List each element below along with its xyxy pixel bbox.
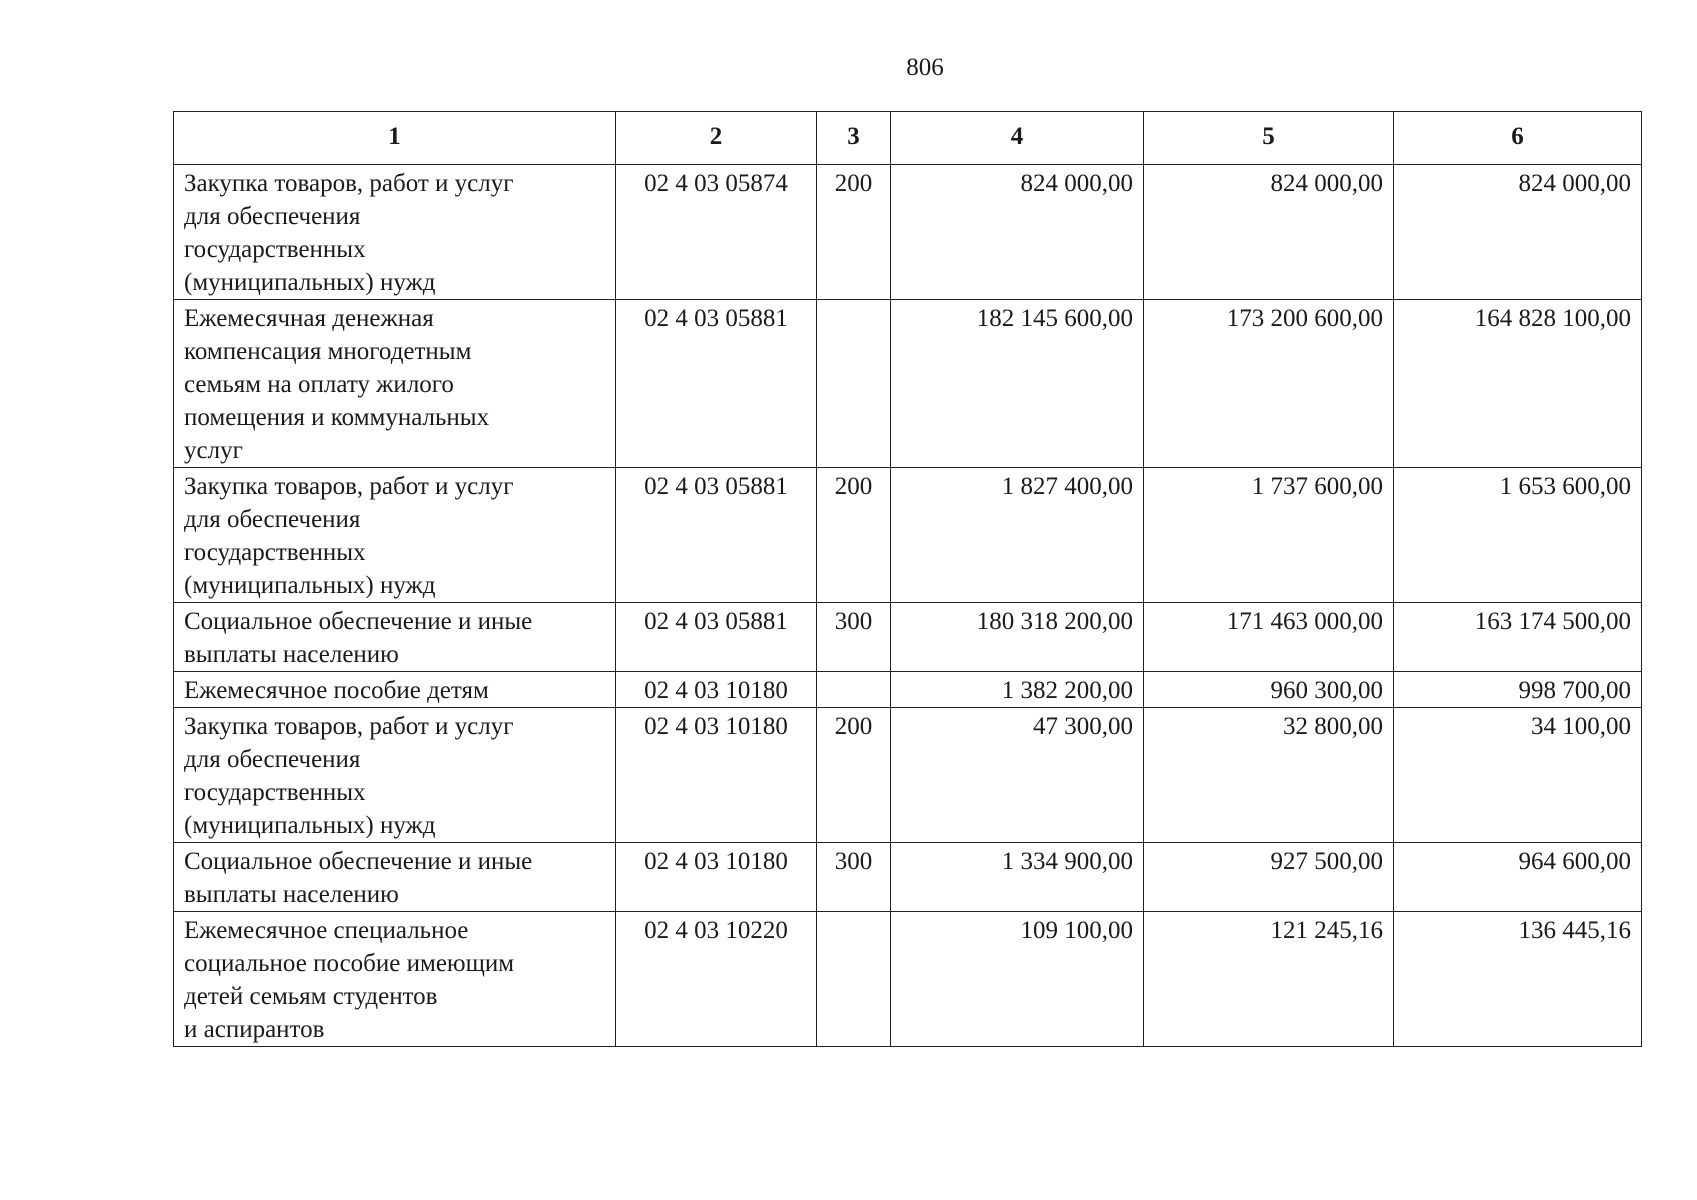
table-row	[174, 708, 1642, 843]
row-value-col6: 1 653 600,00	[1394, 468, 1642, 603]
description-line: Ежемесячная денежная	[184, 305, 434, 332]
row-value-col6: 163 174 500,00	[1394, 603, 1642, 672]
row-value-col5: 824 000,00	[1144, 165, 1394, 300]
description-line: государственных	[184, 779, 366, 806]
row-code: 02 4 03 10180	[616, 672, 817, 708]
description-line: (муниципальных) нужд	[184, 572, 436, 599]
description-line: выплаты населению	[184, 641, 399, 668]
row-code: 02 4 03 10180	[616, 708, 817, 843]
row-value-col4: 182 145 600,00	[891, 300, 1144, 468]
description-line: Закупка товаров, работ и услуг	[184, 170, 514, 197]
table-header-row	[174, 112, 1642, 165]
row-value-col4: 1 827 400,00	[891, 468, 1144, 603]
column-header: 2	[616, 112, 817, 165]
row-value-col4: 180 318 200,00	[891, 603, 1144, 672]
row-description	[174, 603, 616, 672]
row-code: 02 4 03 05881	[616, 603, 817, 672]
table-row	[174, 165, 1642, 300]
description-line: Ежемесячное специальное	[184, 917, 469, 944]
row-description	[174, 468, 616, 603]
description-line: Ежемесячное пособие детям	[184, 677, 489, 704]
table-row	[174, 468, 1642, 603]
column-header: 1	[174, 112, 616, 165]
row-value-col6: 136 445,16	[1394, 912, 1642, 1047]
row-value-col6: 964 600,00	[1394, 843, 1642, 912]
row-value-col5: 173 200 600,00	[1144, 300, 1394, 468]
description-line: выплаты населению	[184, 881, 399, 908]
column-header: 5	[1144, 112, 1394, 165]
description-line: Социальное обеспечение и иные	[184, 608, 533, 635]
row-value-col4: 824 000,00	[891, 165, 1144, 300]
table-row	[174, 843, 1642, 912]
row-value-col5: 171 463 000,00	[1144, 603, 1394, 672]
row-description	[174, 708, 616, 843]
row-expense-kind	[817, 300, 891, 468]
description-line: Закупка товаров, работ и услуг	[184, 713, 514, 740]
row-code: 02 4 03 05881	[616, 300, 817, 468]
row-expense-kind: 200	[817, 468, 891, 603]
column-header: 6	[1394, 112, 1642, 165]
description-line: Закупка товаров, работ и услуг	[184, 473, 514, 500]
row-value-col5: 121 245,16	[1144, 912, 1394, 1047]
row-value-col5: 960 300,00	[1144, 672, 1394, 708]
row-code: 02 4 03 10180	[616, 843, 817, 912]
description-line: для обеспечения	[184, 506, 361, 533]
description-line: детей семьям студентов	[184, 983, 438, 1010]
table-row	[174, 672, 1642, 708]
row-value-col5: 1 737 600,00	[1144, 468, 1394, 603]
row-description	[174, 843, 616, 912]
row-expense-kind: 200	[817, 708, 891, 843]
row-code: 02 4 03 05874	[616, 165, 817, 300]
row-value-col6: 824 000,00	[1394, 165, 1642, 300]
column-header: 4	[891, 112, 1144, 165]
row-value-col4: 109 100,00	[891, 912, 1144, 1047]
description-line: Социальное обеспечение и иные	[184, 848, 533, 875]
row-description	[174, 912, 616, 1047]
row-code: 02 4 03 05881	[616, 468, 817, 603]
table-body	[174, 165, 1642, 1047]
row-expense-kind	[817, 672, 891, 708]
column-header: 3	[817, 112, 891, 165]
row-value-col4: 1 382 200,00	[891, 672, 1144, 708]
description-line: и аспирантов	[184, 1016, 325, 1043]
row-expense-kind	[817, 912, 891, 1047]
description-line: услуг	[184, 437, 243, 464]
description-line: социальное пособие имеющим	[184, 950, 515, 977]
row-value-col5: 927 500,00	[1144, 843, 1394, 912]
row-value-col6: 164 828 100,00	[1394, 300, 1642, 468]
description-line: компенсация многодетным	[184, 338, 472, 365]
description-line: государственных	[184, 236, 366, 263]
table-row	[174, 300, 1642, 468]
row-expense-kind: 300	[817, 603, 891, 672]
table-row	[174, 912, 1642, 1047]
row-value-col6: 998 700,00	[1394, 672, 1642, 708]
description-line: (муниципальных) нужд	[184, 269, 436, 296]
row-expense-kind: 300	[817, 843, 891, 912]
row-code: 02 4 03 10220	[616, 912, 817, 1047]
row-value-col6: 34 100,00	[1394, 708, 1642, 843]
budget-table	[173, 111, 1642, 1047]
row-value-col4: 1 334 900,00	[891, 843, 1144, 912]
description-line: для обеспечения	[184, 746, 361, 773]
row-description	[174, 165, 616, 300]
row-value-col4: 47 300,00	[891, 708, 1144, 843]
row-value-col5: 32 800,00	[1144, 708, 1394, 843]
description-line: помещения и коммунальных	[184, 404, 490, 431]
description-line: семьям на оплату жилого	[184, 371, 454, 398]
description-line: (муниципальных) нужд	[184, 812, 436, 839]
row-expense-kind: 200	[817, 165, 891, 300]
table-row	[174, 603, 1642, 672]
page-number: 806	[906, 54, 944, 81]
row-description	[174, 300, 616, 468]
description-line: государственных	[184, 539, 366, 566]
description-line: для обеспечения	[184, 203, 361, 230]
row-description	[174, 672, 616, 708]
